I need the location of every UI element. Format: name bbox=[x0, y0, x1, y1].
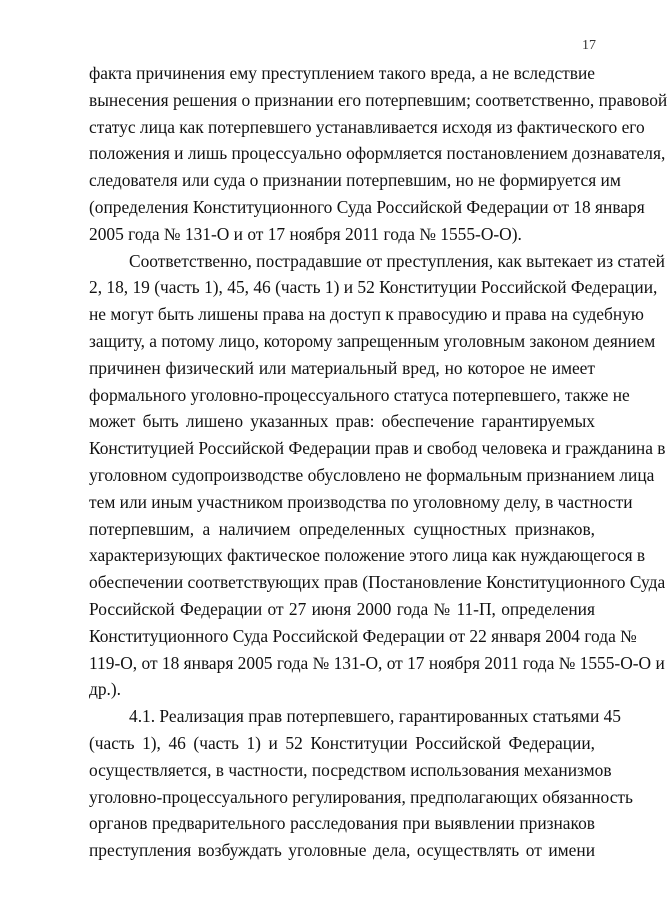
text-line: (определения Конституционного Суда Российской Федерации от 18 января bbox=[89, 196, 645, 217]
text-line: причинен физический или материальный вред, но которое не имеет bbox=[89, 357, 595, 378]
text-line: уголовно-процессуального регулирования, предполагающих обязанность bbox=[89, 786, 633, 807]
text-line: формального уголовно-процессуального статуса потерпевшего, также не bbox=[89, 384, 630, 405]
text-line: характеризующих фактическое положение этого лица как нуждающегося в bbox=[89, 545, 646, 566]
text-line: статус лица как потерпевшего устанавливается исходя из фактического его bbox=[89, 116, 645, 137]
text-line: положения и лишь процессуально оформляется постановлением дознавателя, bbox=[89, 143, 666, 164]
text-line: тем или иным участником производства по уголовному делу, в частности bbox=[89, 491, 633, 512]
text-line: др.). bbox=[89, 679, 122, 700]
text-line: не могут быть лишены права на доступ к правосудию и права на судебную bbox=[89, 304, 644, 325]
text-line: 2005 года № 131-О и от 17 ноября 2011 года № 1555-О-О). bbox=[89, 223, 522, 244]
text-line: осуществляется, в частности, посредством использования механизмов bbox=[89, 759, 612, 780]
text-line: уголовном судопроизводстве обусловлено не формальным признанием лица bbox=[89, 464, 655, 485]
text-line: Конституцией Российской Федерации прав и свобод человека и гражданина в bbox=[89, 438, 666, 459]
text-line: 119-О, от 18 января 2005 года № 131-О, от 17 ноября 2011 года № 1555-О-О и bbox=[89, 652, 665, 673]
text-line: может быть лишено указанных прав: обеспечение гарантируемых bbox=[89, 411, 595, 432]
text-line: факта причинения ему преступлением такого вреда, а не вследствие bbox=[89, 63, 595, 83]
text-line: обеспечении соответствующих прав (Постановление Конституционного Суда bbox=[89, 572, 666, 593]
text-line: 4.1. Реализация прав потерпевшего, гарантированных статьями 45 bbox=[129, 706, 622, 727]
text-line: Российской Федерации от 27 июня 2000 года № 11-П, определения bbox=[89, 598, 595, 619]
text-line: 2, 18, 19 (часть 1), 45, 46 (часть 1) и 52 Конституции Российской Федерации, bbox=[89, 277, 658, 298]
paragraph bbox=[89, 60, 667, 248]
text-line: органов предварительного расследования при выявлении признаков bbox=[89, 813, 595, 834]
text-line: Соответственно, пострадавшие от преступления, как вытекает из статей bbox=[129, 250, 665, 271]
text-line: защиту, а потому лицо, которому запрещенным уголовным законом деянием bbox=[89, 330, 656, 351]
text-line: (часть 1), 46 (часть 1) и 52 Конституции Российской Федерации, bbox=[89, 732, 595, 753]
text-line: следователя или суда о признании потерпевшим, но не формируется им bbox=[89, 170, 621, 191]
paragraph bbox=[89, 703, 633, 864]
paragraph bbox=[89, 248, 666, 704]
text-line: преступления возбуждать уголовные дела, осуществлять от имени bbox=[89, 840, 595, 861]
text-line: вынесения решения о признании его потерпевшим; соответственно, правовой bbox=[89, 89, 667, 110]
text-line: Конституционного Суда Российской Федерации от 22 января 2004 года № bbox=[89, 625, 637, 646]
document-body bbox=[89, 60, 667, 864]
text-line: потерпевшим, а наличием определенных сущностных признаков, bbox=[89, 518, 595, 539]
page-number: 17 bbox=[582, 38, 596, 53]
